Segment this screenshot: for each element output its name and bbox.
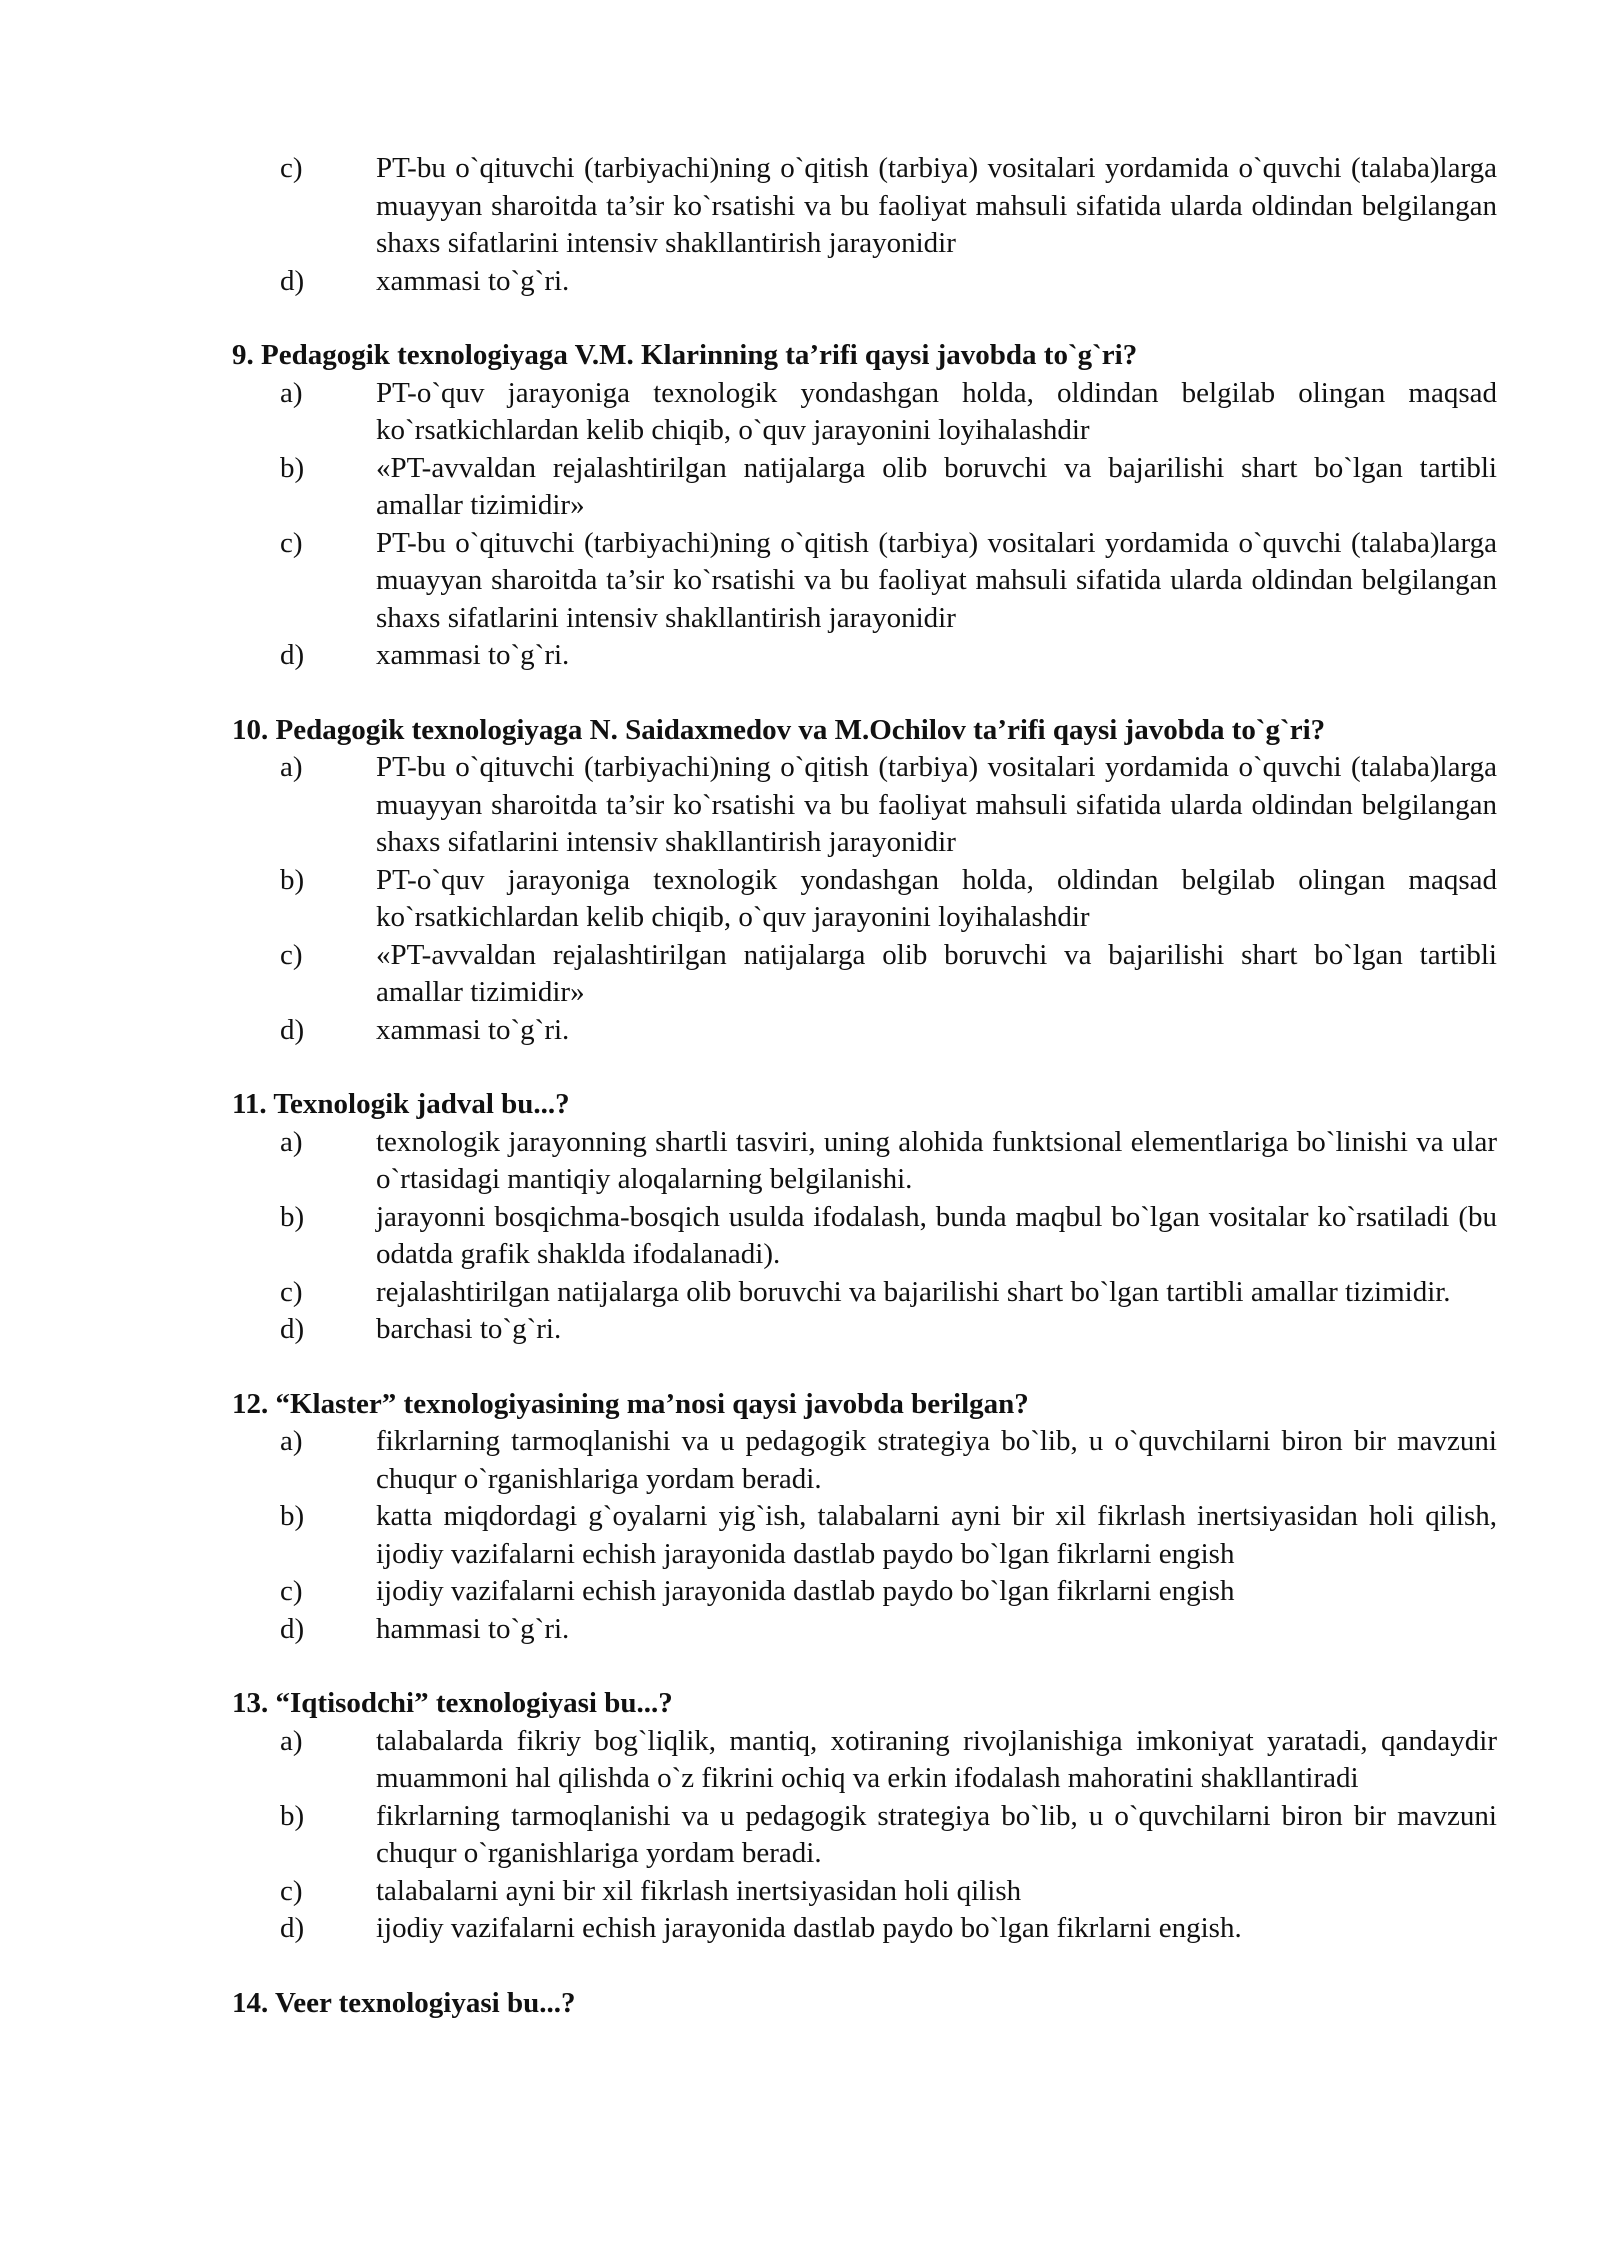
option-letter: d) xyxy=(280,1313,305,1345)
option-letter: a) xyxy=(280,376,303,409)
question-14 xyxy=(232,1985,1497,2023)
option-letter: a) xyxy=(280,1425,303,1457)
question-title: 13. “Iqtisodchi” texnologiyasi bu...? xyxy=(232,1687,673,1719)
option-text: xammasi to`g`ri. xyxy=(376,639,570,671)
question-12 xyxy=(232,1386,1497,1649)
option-text: PT-bu o`qituvchi (tarbiyachi)ning o`qitish (tarbiya) vositalari yordamida o`quvchi (talaba)larga muayyan sharoitda ta’sir ko`rsatishi va bu faoliyat mahsuli sifatida ularda oldindan belgilangan shaxs sifatlarini intensiv shakllantirish jarayonidir xyxy=(376,526,1497,634)
question-10 xyxy=(232,712,1497,1050)
option-text: PT-bu o`qituvchi (tarbiyachi)ning o`qitish (tarbiya) vositalari yordamida o`quvchi (talaba)larga muayyan sharoitda ta’sir ko`rsatishi va bu faoliyat mahsuli sifatida ularda oldindan belgilangan shaxs sifatlarini intensiv shakllantirish jarayonidir xyxy=(376,152,1497,259)
option-list xyxy=(232,1723,1497,1948)
question-9 xyxy=(232,337,1497,675)
option-a xyxy=(280,1423,1497,1498)
option-c xyxy=(280,150,1497,263)
option-letter: a) xyxy=(280,1724,303,1757)
option-b xyxy=(280,862,1497,937)
option-letter: d) xyxy=(280,639,305,671)
option-letter: c) xyxy=(280,526,303,559)
option-text: ijodiy vazifalarni echish jarayonida dastlab paydo bo`lgan fikrlarni engish xyxy=(376,1575,1235,1607)
question-title: 14. Veer texnologiyasi bu...? xyxy=(232,1986,576,2019)
option-text: xammasi to`g`ri. xyxy=(376,1013,570,1046)
question-title: 11. Texnologik jadval bu...? xyxy=(232,1088,570,1120)
option-d xyxy=(280,1611,1497,1649)
option-list xyxy=(232,1423,1497,1648)
option-b xyxy=(280,1498,1497,1573)
option-a xyxy=(280,375,1497,450)
option-text: «PT-avvaldan rejalashtirilgan natijalarga olib boruvchi va bajarilishi shart bo`lgan tartibli amallar tizimidir» xyxy=(376,451,1497,521)
option-text: xammasi to`g`ri. xyxy=(376,264,570,297)
option-text: hammasi to`g`ri. xyxy=(376,1612,570,1645)
option-letter: c) xyxy=(280,152,303,184)
option-letter: c) xyxy=(280,1275,303,1308)
option-c xyxy=(280,1573,1497,1611)
option-list xyxy=(232,1124,1497,1349)
option-text: PT-o`quv jarayoniga texnologik yondashgan holda, oldindan belgilab olingan maqsad ko`rsatkichlardan kelib chiqib, o`quv jarayonini loyihalashdir xyxy=(376,376,1497,446)
option-text: rejalashtirilgan natijalarga olib boruvchi va bajarilishi shart bo`lgan tartibli amallar tizimidir. xyxy=(376,1275,1451,1308)
option-letter: b) xyxy=(280,1200,305,1233)
option-d xyxy=(280,263,1497,301)
option-letter: d) xyxy=(280,1912,305,1944)
option-c xyxy=(280,937,1497,1012)
option-c xyxy=(280,1873,1497,1911)
question-continued xyxy=(232,150,1497,300)
option-text: talabalarni ayni bir xil fikrlash inertsiyasidan holi qilish xyxy=(376,1874,1022,1907)
option-a xyxy=(280,1124,1497,1199)
option-text: «PT-avvaldan rejalashtirilgan natijalarga olib boruvchi va bajarilishi shart bo`lgan tartibli amallar tizimidir» xyxy=(376,938,1497,1008)
option-text: PT-o`quv jarayoniga texnologik yondashgan holda, oldindan belgilab olingan maqsad ko`rsatkichlardan kelib chiqib, o`quv jarayonini loyihalashdir xyxy=(376,863,1497,933)
option-letter: c) xyxy=(280,938,303,971)
option-letter: a) xyxy=(280,1125,303,1158)
option-text: jarayonni bosqichma-bosqich usulda ifodalash, bunda maqbul bo`lgan vositalar ko`rsatiladi (bu odatda grafik shaklda ifodalanadi). xyxy=(376,1200,1497,1270)
option-letter: c) xyxy=(280,1575,303,1607)
option-letter: b) xyxy=(280,1500,305,1532)
option-text: fikrlarning tarmoqlanishi va u pedagogik strategiya bo`lib, u o`quvchilarni biron bir mavzuni chuqur o`rganishlariga yordam beradi. xyxy=(376,1799,1497,1869)
option-letter: b) xyxy=(280,1799,305,1832)
option-b xyxy=(280,1798,1497,1873)
question-title: 10. Pedagogik texnologiyaga N. Saidaxmedov va M.Ochilov ta’rifi qaysi javobda to`g`ri? xyxy=(232,713,1326,746)
option-letter: d) xyxy=(280,264,305,297)
option-d xyxy=(280,637,1497,675)
option-b xyxy=(280,450,1497,525)
option-list xyxy=(232,749,1497,1049)
option-a xyxy=(280,1723,1497,1798)
option-c xyxy=(280,1274,1497,1312)
option-text: talabalarda fikriy bog`liqlik, mantiq, xotiraning rivojlanishiga imkoniyat yaratadi, qandaydir muammoni hal qilishda o`z fikrini ochiq va erkin ifodalash mahoratini shakllantiradi xyxy=(376,1724,1497,1794)
option-letter: d) xyxy=(280,1612,305,1645)
question-11 xyxy=(232,1086,1497,1349)
option-d xyxy=(280,1012,1497,1050)
option-d xyxy=(280,1311,1497,1349)
option-letter: c) xyxy=(280,1874,303,1907)
option-b xyxy=(280,1199,1497,1274)
option-letter: b) xyxy=(280,863,305,896)
question-title: 9. Pedagogik texnologiyaga V.M. Klarinning ta’rifi qaysi javobda to`g`ri? xyxy=(232,339,1138,371)
question-13 xyxy=(232,1685,1497,1948)
option-letter: b) xyxy=(280,451,305,484)
option-list xyxy=(232,375,1497,675)
option-text: katta miqdordagi g`oyalarni yig`ish, talabalarni ayni bir xil fikrlash inertsiyasidan holi qilish, ijodiy vazifalarni echish jarayonida dastlab paydo bo`lgan fikrlarni engish xyxy=(376,1500,1497,1570)
option-letter: a) xyxy=(280,751,303,783)
option-text: PT-bu o`qituvchi (tarbiyachi)ning o`qitish (tarbiya) vositalari yordamida o`quvchi (talaba)larga muayyan sharoitda ta’sir ko`rsatishi va bu faoliyat mahsuli sifatida ularda oldindan belgilangan shaxs sifatlarini intensiv shakllantirish jarayonidir xyxy=(376,751,1497,858)
option-text: ijodiy vazifalarni echish jarayonida dastlab paydo bo`lgan fikrlarni engish. xyxy=(376,1912,1242,1944)
question-title: 12. “Klaster” texnologiyasining ma’nosi qaysi javobda berilgan? xyxy=(232,1387,1029,1420)
option-c xyxy=(280,525,1497,638)
option-list xyxy=(232,150,1497,300)
option-text: barchasi to`g`ri. xyxy=(376,1313,562,1345)
option-text: texnologik jarayonning shartli tasviri, uning alohida funktsional elementlariga bo`linishi va ular o`rtasidagi mantiqiy aloqalarning belgilanishi. xyxy=(376,1125,1497,1195)
option-text: fikrlarning tarmoqlanishi va u pedagogik strategiya bo`lib, u o`quvchilarni biron bir mavzuni chuqur o`rganishlariga yordam beradi. xyxy=(376,1425,1497,1495)
option-d xyxy=(280,1910,1497,1948)
document-page xyxy=(232,150,1497,2059)
option-a xyxy=(280,749,1497,862)
option-letter: d) xyxy=(280,1013,305,1046)
